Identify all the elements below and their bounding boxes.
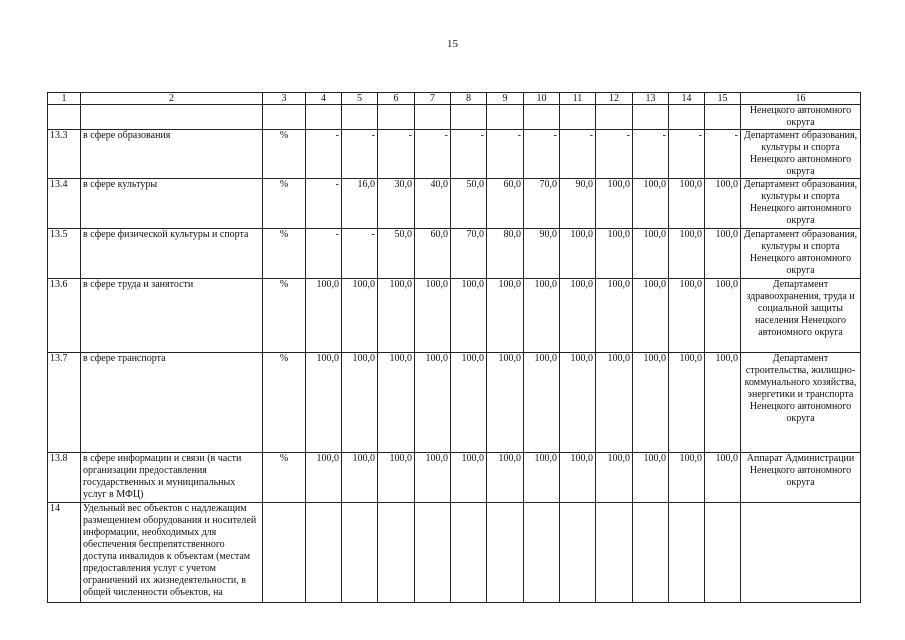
column-number: 15	[705, 93, 741, 105]
value-cell: 100,0	[306, 279, 342, 353]
empty-cell	[81, 105, 263, 130]
value-cell: -	[378, 130, 415, 179]
column-number: 6	[378, 93, 415, 105]
value-cell	[378, 503, 415, 603]
value-cell: -	[669, 130, 705, 179]
value-cell: 100,0	[560, 279, 596, 353]
value-cell	[596, 503, 633, 603]
value-cell: 100,0	[451, 353, 487, 453]
value-cell: 100,0	[451, 279, 487, 353]
value-cell: 100,0	[415, 353, 451, 453]
value-cell: 100,0	[669, 179, 705, 229]
value-cell: 60,0	[415, 229, 451, 279]
empty-cell	[306, 105, 342, 130]
column-number: 1	[48, 93, 81, 105]
value-cell: 50,0	[378, 229, 415, 279]
responsible-cell	[741, 503, 861, 603]
value-cell: -	[596, 130, 633, 179]
value-cell: -	[524, 130, 560, 179]
value-cell: 100,0	[705, 353, 741, 453]
column-number: 14	[669, 93, 705, 105]
value-cell: 100,0	[596, 353, 633, 453]
value-cell: 100,0	[487, 453, 524, 503]
value-cell: 50,0	[451, 179, 487, 229]
value-cell: 100,0	[451, 453, 487, 503]
value-cell: 100,0	[596, 279, 633, 353]
row-index: 13.5	[48, 229, 81, 279]
column-number: 9	[487, 93, 524, 105]
value-cell: 100,0	[705, 229, 741, 279]
continuation-row	[48, 105, 861, 130]
value-cell: 100,0	[669, 353, 705, 453]
column-number: 7	[415, 93, 451, 105]
responsible-cell: Департамент образования, культуры и спорта Ненецкого автономного округа	[741, 229, 861, 279]
row-index: 14	[48, 503, 81, 603]
value-cell: 60,0	[487, 179, 524, 229]
column-number: 10	[524, 93, 560, 105]
value-cell: 100,0	[560, 453, 596, 503]
value-cell: 100,0	[596, 229, 633, 279]
table-row	[48, 503, 861, 603]
value-cell: 90,0	[524, 229, 560, 279]
empty-cell	[596, 105, 633, 130]
empty-cell	[487, 105, 524, 130]
value-cell: 100,0	[378, 453, 415, 503]
row-index: 13.4	[48, 179, 81, 229]
value-cell: 100,0	[378, 353, 415, 453]
value-cell: 100,0	[705, 279, 741, 353]
value-cell: -	[342, 130, 378, 179]
value-cell: 100,0	[524, 279, 560, 353]
column-number: 16	[741, 93, 861, 105]
row-index: 13.8	[48, 453, 81, 503]
table-row	[48, 353, 861, 453]
value-cell: 100,0	[306, 353, 342, 453]
empty-cell	[342, 105, 378, 130]
value-cell	[705, 503, 741, 603]
value-cell: 30,0	[378, 179, 415, 229]
value-cell: 100,0	[669, 229, 705, 279]
value-cell: 100,0	[487, 353, 524, 453]
indicator-name: в сфере физической культуры и спорта	[81, 229, 263, 279]
indicator-name: в сфере информации и связи (в части организации предоставления государственных и муниципальных услуг в МФЦ)	[81, 453, 263, 503]
indicator-name: Удельный вес объектов с надлежащим размещением оборудования и носителей информации, необходимых для обеспечения беспрепятственного доступа инвалидов к объектам (местам предоставления услуг с учетом ограничений их жизнедеятельности, в общей численности объектов, на	[81, 503, 263, 603]
value-cell: 90,0	[560, 179, 596, 229]
value-cell	[560, 503, 596, 603]
value-cell: 100,0	[524, 453, 560, 503]
value-cell: -	[306, 229, 342, 279]
row-index: 13.3	[48, 130, 81, 179]
value-cell	[669, 503, 705, 603]
value-cell: 100,0	[633, 453, 669, 503]
value-cell: 100,0	[342, 279, 378, 353]
unit-cell: %	[263, 279, 306, 353]
empty-cell	[669, 105, 705, 130]
value-cell: 100,0	[524, 353, 560, 453]
column-number: 11	[560, 93, 596, 105]
responsible-cell: Департамент образования, культуры и спорта Ненецкого автономного округа	[741, 130, 861, 179]
table-row	[48, 130, 861, 179]
value-cell: 100,0	[705, 179, 741, 229]
value-cell: 70,0	[524, 179, 560, 229]
column-number: 5	[342, 93, 378, 105]
value-cell: -	[633, 130, 669, 179]
value-cell: -	[306, 179, 342, 229]
value-cell: 100,0	[378, 279, 415, 353]
responsible-cell: Департамент здравоохранения, труда и социальной защиты населения Ненецкого автономного округа	[741, 279, 861, 353]
unit-cell: %	[263, 453, 306, 503]
value-cell: 80,0	[487, 229, 524, 279]
value-cell: 100,0	[633, 353, 669, 453]
row-index: 13.7	[48, 353, 81, 453]
unit-cell: %	[263, 353, 306, 453]
column-number: 2	[81, 93, 263, 105]
value-cell	[415, 503, 451, 603]
value-cell: 100,0	[560, 229, 596, 279]
column-number: 13	[633, 93, 669, 105]
value-cell	[524, 503, 560, 603]
value-cell: 100,0	[342, 353, 378, 453]
row-index: 13.6	[48, 279, 81, 353]
column-number-row	[48, 93, 861, 105]
value-cell: 100,0	[560, 353, 596, 453]
indicator-name: в сфере образования	[81, 130, 263, 179]
value-cell: -	[487, 130, 524, 179]
value-cell	[633, 503, 669, 603]
unit-cell: %	[263, 130, 306, 179]
empty-cell	[378, 105, 415, 130]
empty-cell	[451, 105, 487, 130]
value-cell: -	[342, 229, 378, 279]
value-cell: 100,0	[415, 279, 451, 353]
value-cell: -	[451, 130, 487, 179]
column-number: 3	[263, 93, 306, 105]
value-cell	[451, 503, 487, 603]
value-cell: 100,0	[596, 453, 633, 503]
table-row	[48, 229, 861, 279]
table-row	[48, 279, 861, 353]
responsible-cell: Департамент образования, культуры и спорта Ненецкого автономного округа	[741, 179, 861, 229]
table-row	[48, 179, 861, 229]
value-cell: -	[306, 130, 342, 179]
indicator-name: в сфере транспорта	[81, 353, 263, 453]
empty-cell	[524, 105, 560, 130]
empty-cell	[48, 105, 81, 130]
value-cell: -	[560, 130, 596, 179]
column-number: 12	[596, 93, 633, 105]
report-table-body	[48, 93, 861, 603]
empty-cell	[560, 105, 596, 130]
responsible-cell: Аппарат Администрации Ненецкого автономного округа	[741, 453, 861, 503]
value-cell: 100,0	[342, 453, 378, 503]
value-cell	[306, 503, 342, 603]
value-cell: 100,0	[669, 453, 705, 503]
table-row	[48, 453, 861, 503]
value-cell: 100,0	[596, 179, 633, 229]
value-cell: -	[415, 130, 451, 179]
value-cell: 100,0	[633, 229, 669, 279]
indicator-name: в сфере труда и занятости	[81, 279, 263, 353]
unit-cell	[263, 503, 306, 603]
value-cell	[487, 503, 524, 603]
value-cell: 100,0	[415, 453, 451, 503]
value-cell: 16,0	[342, 179, 378, 229]
value-cell: 40,0	[415, 179, 451, 229]
report-table	[47, 92, 861, 603]
column-number: 4	[306, 93, 342, 105]
unit-cell: %	[263, 179, 306, 229]
value-cell: 100,0	[306, 453, 342, 503]
indicator-name: в сфере культуры	[81, 179, 263, 229]
value-cell: 70,0	[451, 229, 487, 279]
page-number: 15	[447, 38, 458, 50]
unit-cell: %	[263, 229, 306, 279]
column-number: 8	[451, 93, 487, 105]
value-cell: 100,0	[669, 279, 705, 353]
responsible-cell: Департамент строительства, жилищно-коммунального хозяйства, энергетики и транспорта Ненецкого автономного округа	[741, 353, 861, 453]
empty-cell	[263, 105, 306, 130]
value-cell	[342, 503, 378, 603]
value-cell: 100,0	[705, 453, 741, 503]
value-cell: 100,0	[633, 179, 669, 229]
responsible-cell: Ненецкого автономного округа	[741, 105, 861, 130]
empty-cell	[415, 105, 451, 130]
value-cell: 100,0	[633, 279, 669, 353]
empty-cell	[633, 105, 669, 130]
value-cell: 100,0	[487, 279, 524, 353]
empty-cell	[705, 105, 741, 130]
value-cell: -	[705, 130, 741, 179]
